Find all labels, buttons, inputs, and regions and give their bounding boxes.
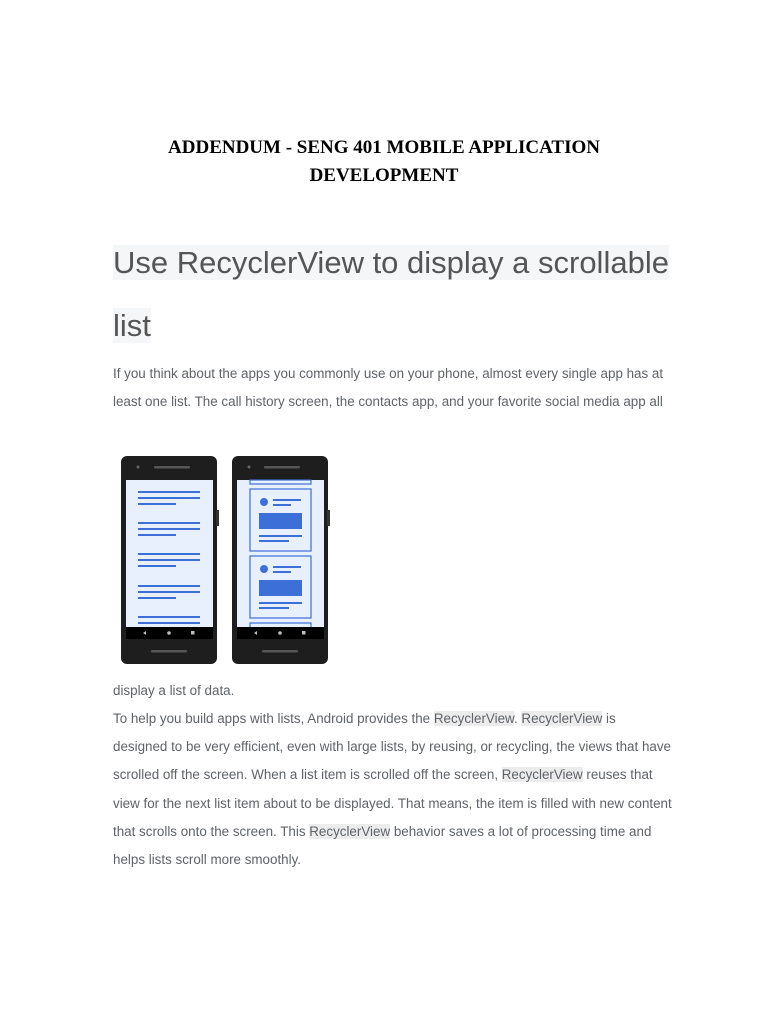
recyclerview-paragraph: [113, 705, 673, 874]
body-text: reuses that view for the next list item about to be displayed. That means, the item is filled with new content that scrolls onto the screen. This: [113, 767, 672, 839]
body-text: behavior saves a lot of processing time and helps lists scroll more smoothly.: [113, 823, 652, 868]
document-title: ADDENDUM - SENG 401 MOBILE APPLICATION DEVELOPMENT: [168, 137, 600, 186]
code-recyclerview: RecyclerView: [501, 767, 583, 783]
section-heading: [113, 231, 673, 357]
phone-list-icon: [121, 456, 219, 664]
code-recyclerview: RecyclerView: [433, 711, 514, 726]
phone-cards-icon: [232, 456, 330, 664]
phones-illustration: [118, 452, 332, 668]
code-recyclerview: RecyclerView: [309, 823, 391, 839]
intro-continued-paragraph: display a list of data.: [113, 683, 235, 698]
section-heading-text: Use RecyclerView to display a scrollable list: [113, 245, 669, 343]
body-text: .: [513, 711, 522, 726]
body-text: is designed to be very efficient, even with large lists, by reusing, or recycling, the views that have scrolled off the screen. When a list item is scrolled off the screen,: [113, 711, 671, 783]
intro-paragraph: If you think about the apps you commonly use on your phone, almost every single app has at least one list. The call history screen, the contacts app, and your favorite social media app all: [113, 366, 664, 410]
code-recyclerview: RecyclerView: [521, 711, 603, 726]
body-text: To help you build apps with lists, Android provides the: [113, 711, 434, 726]
